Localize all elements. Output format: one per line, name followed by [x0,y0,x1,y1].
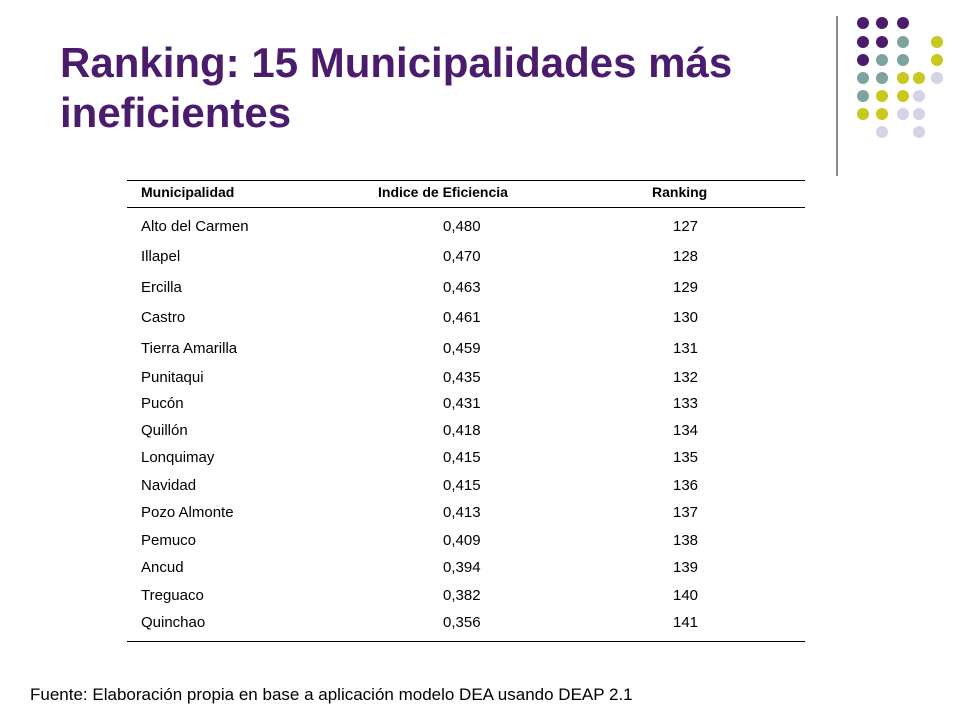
table-cell-ranking: 140 [673,587,699,604]
decorative-dot [857,108,869,120]
decorative-dot [857,17,869,29]
table-cell-ranking: 131 [673,340,699,357]
table-header-rule [127,207,805,208]
table-cell-indice: 0,394 [443,559,481,576]
table-cell-ranking: 141 [673,614,699,631]
table-cell-ranking: 133 [673,395,699,412]
table-cell-ranking: 128 [673,248,699,265]
table-cell-municipalidad: Tierra Amarilla [141,340,238,357]
table-cell-municipalidad: Quillón [141,422,188,439]
table-cell-indice: 0,415 [443,477,481,494]
decorative-dot [897,90,909,102]
decorative-dot [931,54,943,66]
decorative-dot [931,72,943,84]
table-cell-indice: 0,356 [443,614,481,631]
slide-title: Ranking: 15 Municipalidades más ineficientes [60,39,733,136]
table-cell-ranking: 139 [673,559,699,576]
table-cell-ranking: 137 [673,504,699,521]
table-cell-indice: 0,461 [443,309,481,326]
decorative-dot [876,36,888,48]
table-cell-ranking: 138 [673,532,699,549]
table-cell-ranking: 134 [673,422,699,439]
table-cell-indice: 0,431 [443,395,481,412]
table-cell-municipalidad: Alto del Carmen [141,218,249,235]
table-bottom-rule [127,641,805,642]
table-cell-indice: 0,413 [443,504,481,521]
table-cell-ranking: 127 [673,218,699,235]
table-cell-ranking: 132 [673,369,699,386]
table-cell-indice: 0,463 [443,279,481,296]
table-cell-municipalidad: Punitaqui [141,369,204,386]
table-cell-municipalidad: Castro [141,309,186,326]
decorative-dot [876,72,888,84]
decorative-dot [913,126,925,138]
table-cell-indice: 0,382 [443,587,481,604]
table-cell-municipalidad: Lonquimay [141,449,215,466]
table-cell-municipalidad: Pemuco [141,532,197,549]
table-cell-municipalidad: Treguaco [141,587,204,604]
table-cell-indice: 0,418 [443,422,481,439]
table-cell-indice: 0,435 [443,369,481,386]
decorative-dot [913,72,925,84]
decorative-dot [897,54,909,66]
decorative-dot [897,108,909,120]
title-divider [836,16,838,176]
table-cell-ranking: 136 [673,477,699,494]
table-cell-indice: 0,480 [443,218,481,235]
decorative-dot [857,36,869,48]
decorative-dot [876,17,888,29]
decorative-dot [876,126,888,138]
column-header-ranking: Ranking [652,184,708,200]
table-top-rule [127,180,805,181]
table-cell-indice: 0,470 [443,248,481,265]
table-cell-municipalidad: Ancud [141,559,184,576]
decorative-dot [913,90,925,102]
table-cell-municipalidad: Quinchao [141,614,206,631]
table-cell-indice: 0,409 [443,532,481,549]
table-cell-municipalidad: Pucón [141,395,184,412]
table-cell-ranking: 135 [673,449,699,466]
decorative-dot [897,36,909,48]
table-cell-ranking: 129 [673,279,699,296]
decorative-dot [897,17,909,29]
table-cell-municipalidad: Navidad [141,477,197,494]
source-note: Fuente: Elaboración propia en base a aplicación modelo DEA usando DEAP 2.1 [30,685,633,704]
decorative-dot [857,90,869,102]
table-cell-indice: 0,459 [443,340,481,357]
table-cell-municipalidad: Illapel [141,248,181,265]
column-header-indice: Indice de Eficiencia [378,184,508,200]
column-header-municipalidad: Municipalidad [141,184,235,200]
decorative-dot [931,36,943,48]
table-cell-municipalidad: Ercilla [141,279,182,296]
table-cell-ranking: 130 [673,309,699,326]
table-cell-indice: 0,415 [443,449,481,466]
table-cell-municipalidad: Pozo Almonte [141,504,234,521]
decorative-dot [913,108,925,120]
decorative-dot [857,72,869,84]
decorative-dot [876,90,888,102]
decorative-dot [897,72,909,84]
decorative-dot [876,54,888,66]
decorative-dot [876,108,888,120]
decorative-dot [857,54,869,66]
